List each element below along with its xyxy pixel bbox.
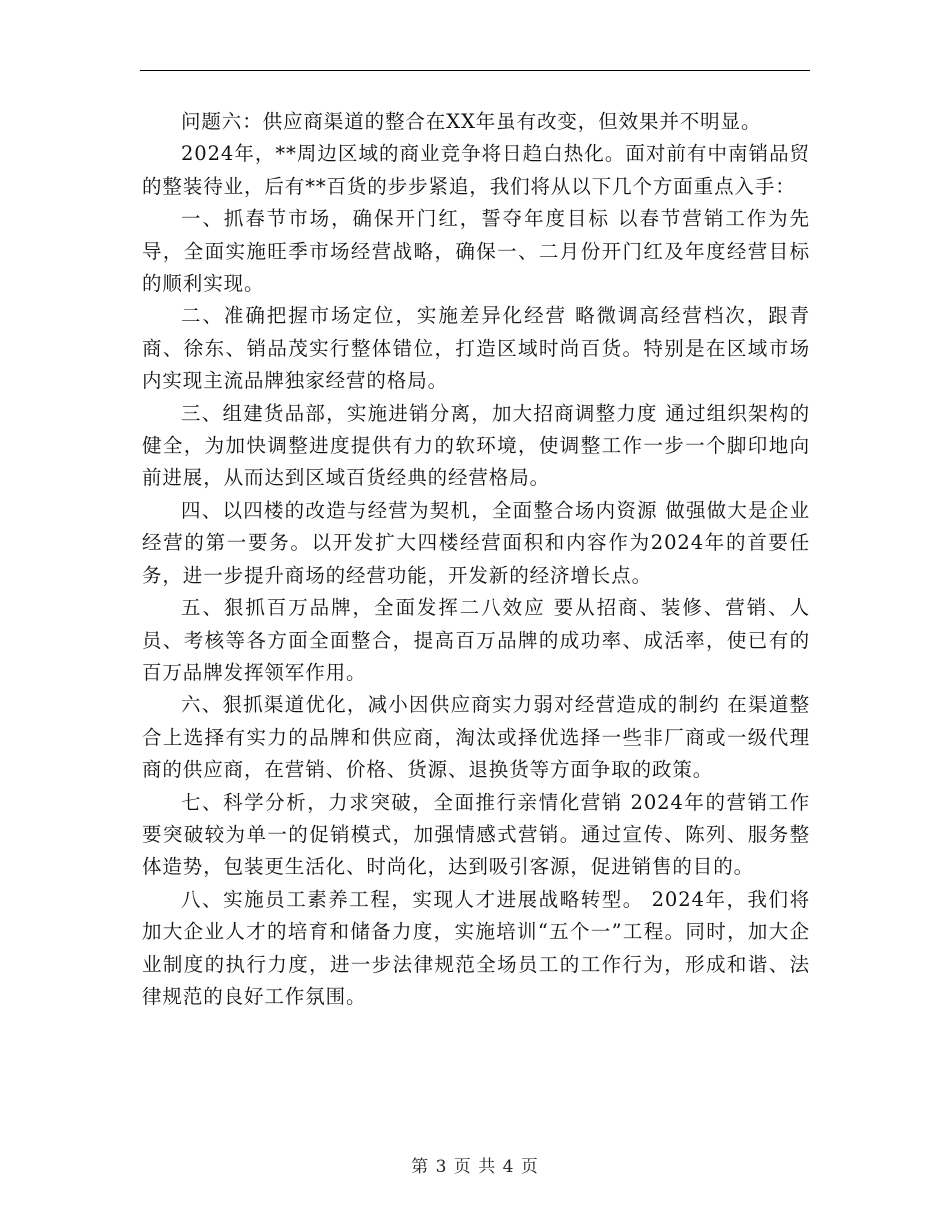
paragraph: 五、狠抓百万品牌，全面发挥二八效应 要从招商、装修、营销、人员、考核等各方面全面整合，提高百万品牌的成功率、成活率，使已有的百万品牌发挥领军作用。 [142, 596, 810, 684]
header-rule [140, 70, 810, 71]
page-footer [0, 1152, 950, 1177]
paragraph: 六、狠抓渠道优化，减小因供应商实力弱对经营造成的制约 在渠道整合上选择有实力的品牌和供应商，淘汰或择优选择一些非厂商或一级代理商的供应商，在营销、价格、货源、退换货等方面争取的政策。 [142, 693, 810, 782]
paragraph: 一、抓春节市场，确保开门红，誓夺年度目标 以春节营销工作为先导，全面实施旺季市场经营战略，确保一、二月份开门红及年度经营目标的顺利实现。 [142, 207, 810, 296]
paragraph: 三、组建货品部，实施进销分离，加大招商调整力度 通过组织架构的健全，为加快调整进度提供有力的软环境，使调整工作一步一个脚印地向前进展，从而达到区域百货经典的经营格局。 [142, 401, 810, 490]
paragraph: 二、准确把握市场定位，实施差异化经营 略微调高经营档次，跟青商、徐东、销品茂实行整体错位，打造区域时尚百货。特别是在区域市场内实现主流品牌独家经营的格局。 [142, 304, 810, 393]
paragraph: 问题六：供应商渠道的整合在XX年虽有改变，但效果并不明显。 [181, 110, 762, 133]
paragraph: 八、实施员工素养工程，实现人才进展战略转型。 2024年，我们将加大企业人才的培育和储备力度，实施培训“五个一”工程。同时，加大企业制度的执行力度，进一步法律规范全场员工的工作行为，形成和谐、法律规范的良好工作氛围。 [142, 887, 810, 1008]
page-number-label: 第 3 页 共 4 页 [411, 1157, 539, 1177]
document-body [142, 106, 810, 1013]
paragraph: 2024年，**周边区域的商业竞争将日趋白热化。面对前有中南销品贸的整装待业，后有**百货的步步紧追，我们将从以下几个方面重点入手： [142, 142, 810, 198]
paragraph: 四、以四楼的改造与经营为契机，全面整合场内资源 做强做大是企业经营的第一要务。以开发扩大四楼经营面积和内容作为2024年的首要任务，进一步提升商场的经营功能，开发新的经济增长点。 [142, 498, 810, 587]
paragraph: 七、科学分析，力求突破，全面推行亲情化营销 2024年的营销工作要突破较为单一的促销模式，加强情感式营销。通过宣传、陈列、服务整体造势，包装更生活化、时尚化，达到吸引客源，促进销售的目的。 [142, 790, 810, 879]
